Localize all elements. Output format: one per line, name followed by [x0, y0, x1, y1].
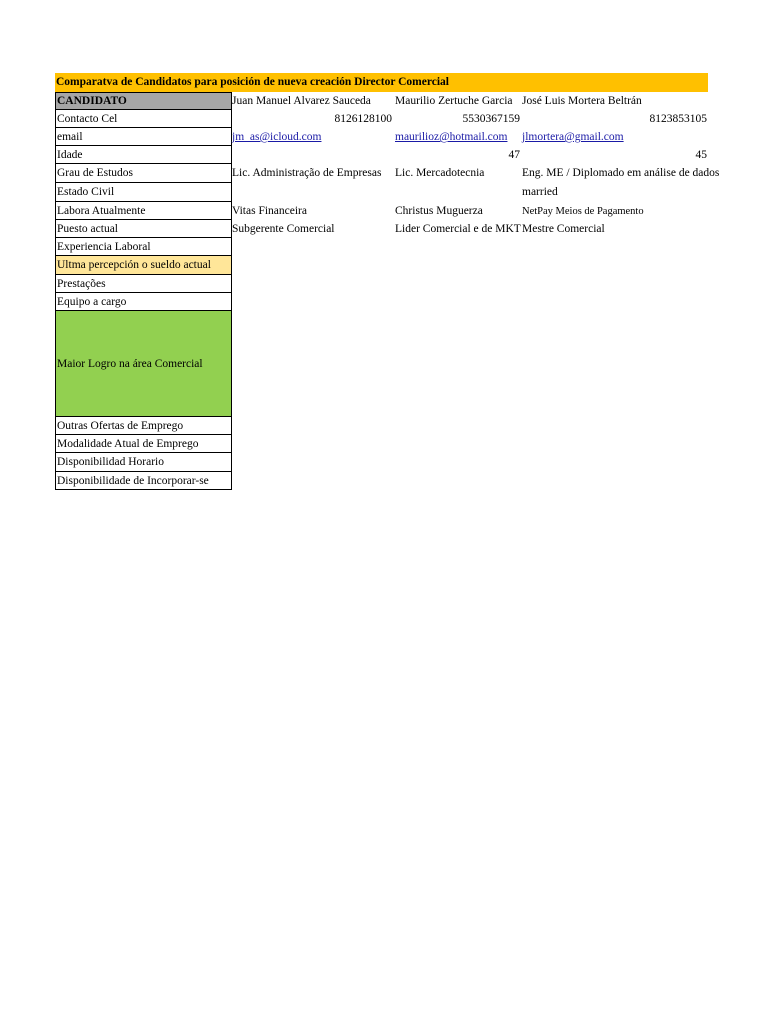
candidate-1-studies: Lic. Administração de Empresas [232, 167, 382, 179]
label-candidato: CANDIDATO [55, 92, 232, 110]
label-ofertas: Outras Ofertas de Emprego [55, 417, 232, 435]
label-horario: Disponibilidad Horario [55, 453, 232, 472]
sheet-title-text: Comparatva de Candidatos para posición de nueva creación Director Comercial [56, 76, 449, 88]
candidate-3-employer: NetPay Meios de Pagamento [522, 206, 644, 217]
candidate-1-email-link[interactable]: jm_as@icloud.com [232, 131, 322, 143]
candidate-3-position: Mestre Comercial [522, 223, 605, 235]
label-modalidade: Modalidade Atual de Emprego [55, 435, 232, 453]
label-ultima: Ultma percepción o sueldo actual [55, 256, 232, 275]
candidate-2-email-link[interactable]: maurilioz@hotmail.com [395, 131, 508, 143]
candidate-1-position: Subgerente Comercial [232, 223, 335, 235]
sheet-title [55, 73, 708, 92]
candidate-1-employer: Vitas Financeira [232, 205, 307, 217]
label-estado: Estado Civil [55, 183, 232, 202]
label-idade: Idade [55, 146, 232, 164]
label-grau: Grau de Estudos [55, 164, 232, 183]
candidate-3-age: 45 [695, 149, 707, 161]
candidate-3-civil: married [522, 186, 558, 198]
candidate-2-studies: Lic. Mercadotecnia [395, 167, 485, 179]
candidate-3-email[interactable] [522, 129, 624, 146]
candidate-3-studies: Eng. ME / Diplomado em análise de dados [522, 167, 720, 179]
candidate-1-name: Juan Manuel Alvarez Sauceda [232, 95, 371, 107]
candidate-2-email[interactable] [395, 129, 507, 146]
candidate-2-employer: Christus Muguerza [395, 205, 483, 217]
candidate-2-name: Maurilio Zertuche Garcia [395, 95, 513, 107]
candidate-2-age: 47 [508, 149, 520, 161]
candidate-1-email[interactable] [232, 129, 321, 146]
label-incorporar: Disponibilidade de Incorporar-se [55, 472, 232, 490]
label-contacto: Contacto Cel [55, 110, 232, 128]
label-logro: Maior Logro na área Comercial [55, 311, 232, 417]
candidate-2-position: Lider Comercial e de MKT [395, 223, 521, 235]
label-prestacoes: Prestações [55, 275, 232, 293]
label-puesto: Puesto actual [55, 220, 232, 238]
candidate-3-name: José Luis Mortera Beltrán [522, 95, 642, 107]
label-experiencia: Experiencia Laboral [55, 238, 232, 256]
candidate-1-phone: 8126128100 [334, 113, 392, 125]
candidate-2-phone: 5530367159 [462, 113, 520, 125]
label-labora: Labora Atualmente [55, 202, 232, 220]
candidate-3-phone: 8123853105 [649, 113, 707, 125]
label-equipo: Equipo a cargo [55, 293, 232, 311]
label-email: email [55, 128, 232, 146]
candidate-3-email-link[interactable]: jlmortera@gmail.com [522, 131, 624, 143]
